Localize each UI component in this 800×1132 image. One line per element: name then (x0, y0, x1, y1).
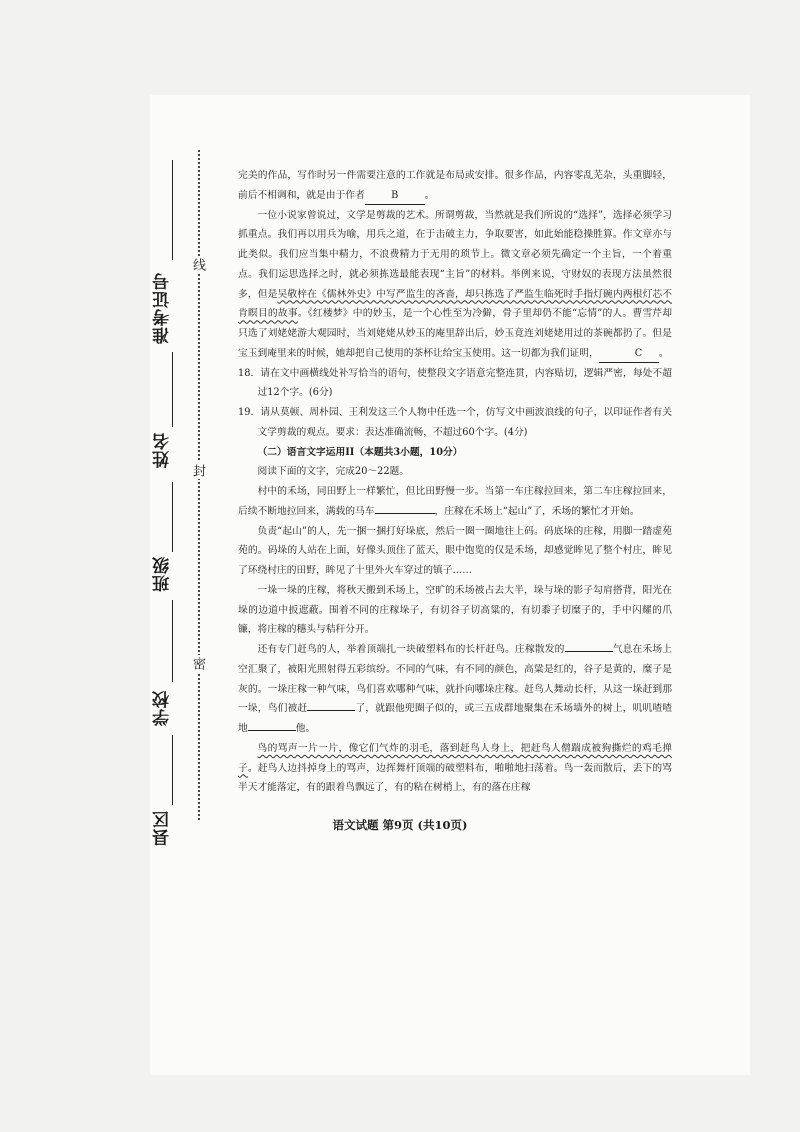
binding-mark-seal: 封 (190, 464, 205, 477)
admission-rule (172, 160, 173, 260)
binding-mark-line: 线 (190, 258, 205, 271)
reading-instruction: 阅读下面的文字，完成20～22题。 (257, 466, 410, 478)
wavy-underlined-sentence: 吴敬梓在《儒林外史》中写严监生的吝啬，却只拣选了严监生临死时手指灯碗内两根灯芯不肯瞑目的故事 (238, 288, 672, 320)
class-rule (172, 482, 173, 552)
binding-mark-dense: 密 (190, 657, 205, 670)
passage2-paragraph-3: 一垛一垛的庄稼，将秋天搬到禾场上，空旷的禾场被占去大半，垛与垛的影子勾肩搭背，阳光在垛的边道中扳遮蔽。围着不同的庄稼垛子，有切谷子切高粱的，有切黍子切糜子的，手中闪耀的爪镰，将庄稼的穗头与秸秆分开。 (238, 584, 672, 636)
class-label: 班级 (153, 556, 173, 592)
name-label: 姓名 (153, 432, 173, 468)
passage2-paragraph-5: 鸟的骂声一片一片，像它们气炸的羽毛，落到赶鸟人身上，把赶鸟人僧踹成被狗撕烂的鸡毛掸子。赶鸟人边抖掉身上的骂声，边挥舞杆顶端的破塑料布，啪啪地扫荡着。鸟一轰而散后，丢下的骂半天才能落定，有的跟着鸟飘远了，有的粘在树梢上，有的落在庄稼 (238, 742, 673, 794)
question-18: 18．请在文中画横线处补写恰当的语句，使整段文字语意完整连贯，内容贴切，逻辑严密，每处不超过12个字。(6分) (238, 367, 672, 399)
blank-1 (375, 513, 435, 514)
admission-number-label: 准考证号 (153, 272, 173, 344)
school-label: 学校 (153, 690, 173, 726)
page-footer: 语文试题 第9页 (共10页) (332, 818, 468, 832)
binding-dotted-line (198, 150, 200, 820)
blank-3 (307, 710, 355, 711)
passage-paragraph-1: 完美的作品，写作时另一件需要注意的工作就是布局或安排。很多作品，内容零乱芜杂，头重脚轻，前后不相调和，就是由于作者 B 。 (238, 166, 672, 206)
wavy-underlined-sentence-2: 鸟的骂声一片一片，像它们气炸的羽毛，落到赶鸟人身上，把赶鸟人僧踹成被狗撕烂的鸡毛掸子 (238, 742, 672, 774)
passage-paragraph-2: 一位小说家曾说过，文学是剪裁的艺术。所谓剪裁，当然就是我们所说的“选择”，选择必须学习抓重点。我们再以用兵为喻，用兵之道，在于击破主力，争取要害，如此始能稳操胜算。作文章亦与此类似。我们应当集中精力，不浪费精力于无用的琐节上。微文章必须先确定一个主旨，一个着重点。我们运思选择之时，就必须拣选最能表现“主旨”的材料。举例来说，守财奴的表现方法虽然很多，但是吴敬梓在《儒林外史》中写严监生的吝啬，却只拣选了严监生临死时手指灯碗内两根灯芯不肯瞑目的故事。《红楼梦》中的妙玉，是一个心性至为冷僻，骨子里却仍不能“忘情”的人。曹雪芹却只选了刘姥姥游大观园时，当刘姥姥从妙玉的庵里辞出后，妙玉竟连刘姥姥用过的茶碗都扔了。但是宝玉到庵里来的时候，她却把自己使用的茶杯让给宝玉使用。这一切都为我们证明， C 。 (238, 206, 672, 364)
passage2-paragraph-4: 还有专门赶鸟的人，举着顶端扎一块破塑料布的长杆赶鸟。庄稼散发的 气息在禾场上空汇聚了，被阳光照射得五彩缤纷。不同的气味，有不同的颜色，高粱是红的，谷子是黄的，糜子是灰的。一垛庄稼一种气味，鸟们喜欢哪种气味，就扑向哪垛庄稼。赶鸟人舞动长杆，从这一垛赶到那一垛，鸟们被赶 了，就跟他兜圈子似的，或三五成群地聚集在禾场墙外的树上，叽叽喳喳地 他。 (238, 644, 673, 734)
district-label: 县区 (153, 810, 173, 846)
answer-blank-c: C (599, 346, 659, 363)
school-rule (172, 600, 173, 682)
blank-2 (565, 651, 613, 652)
answer-blank-b: B (365, 188, 425, 205)
district-rule (172, 735, 173, 805)
question-19: 19．请从莫顿、周朴园、王利发这三个人物中任选一个，仿写文中画波浪线的句子，以印证作者有关文学剪裁的观点。要求：表达准确流畅，不超过60个字。(4分) (238, 407, 672, 438)
passage2-paragraph-1: 村中的禾场，同田野上一样繁忙，但比田野慢一步。当第一车庄稼拉回来，第二车庄稼拉回来，后续不断地拉回来，满载的马车 ，庄稼在禾场上“起山”了，禾场的繁忙才开始。 (238, 486, 672, 517)
name-rule (172, 352, 173, 427)
section-heading: （二）语言文字运用II（本题共3小题，10分） (257, 446, 463, 458)
passage2-paragraph-2: 负责“起山”的人，先一捆一捆打好垛底，然后一圈一圈地往上码。码底垛的庄稼，用脚一踏虚苑苑的。码垛的人站在上面，好像头顶住了蓝天，眼中饱览的仅是禾场，却感觉眸见了整个村庄，眸见了环绕村庄的田野，眸见了十里外火车穿过的镇子…… (238, 525, 672, 576)
blank-4 (248, 730, 296, 731)
page-content (238, 166, 672, 798)
